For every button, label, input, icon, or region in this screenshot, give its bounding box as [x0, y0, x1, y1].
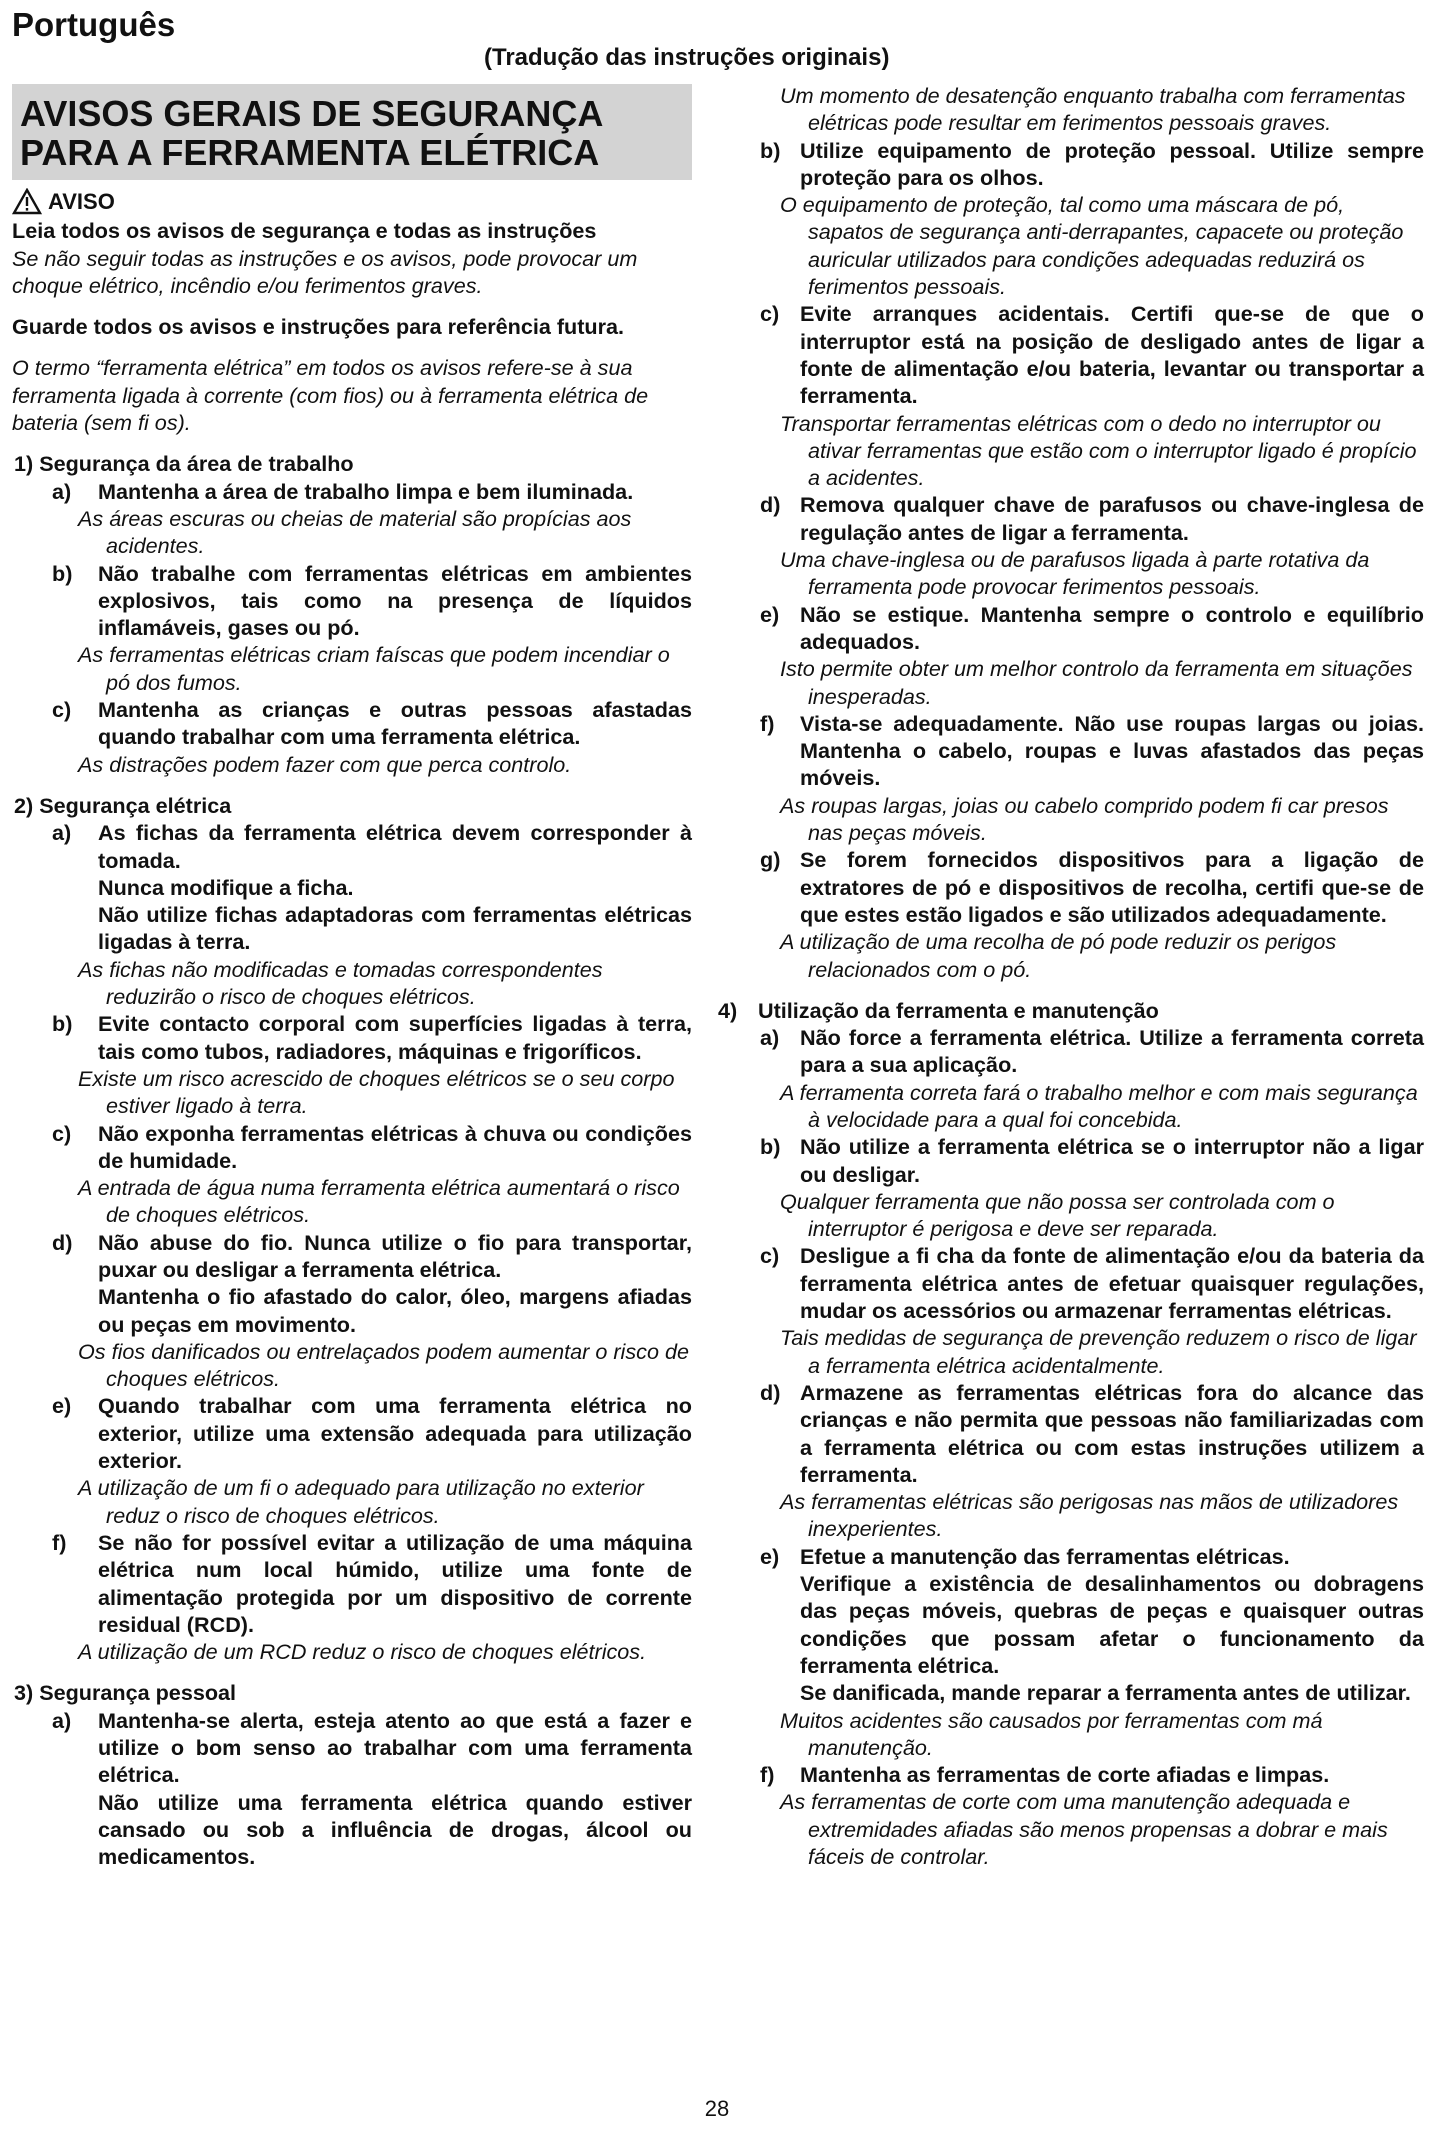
- s1-item-a: a) Mantenha a área de trabalho limpa e bem iluminada.: [52, 478, 634, 504]
- s1-note-c: As distrações podem fazer com que perca controlo.: [78, 751, 572, 777]
- s3-item-f: f) Vista-se adequadamente. Não use roupas largas ou joias. Mantenha o cabelo, roupas e luvas afastados das peças móveis.: [760, 710, 1424, 791]
- warning-label: AVISO: [48, 189, 115, 214]
- s3-item-a: a) Mantenha-se alerta, esteja atento ao que está a fazer e utilize o bom senso ao trabalhar com uma ferramenta elétrica.: [52, 1707, 692, 1788]
- s3-item-g: g) Se forem fornecidos dispositivos para a ligação de extratores de pó e dispositivos de recolha, certifi que-se de que estes estão ligados e são utilizados adequadamente.: [760, 847, 1424, 927]
- s3-item-b: b) Utilize equipamento de proteção pessoal. Utilize sempre proteção para os olhos.: [760, 137, 1424, 190]
- s3-item-d: d) Remova qualquer chave de parafusos ou chave-inglesa de regulação antes de ligar a ferramenta.: [760, 492, 1424, 545]
- intro-keep: Guarde todos os avisos e instruções para referência futura.: [12, 314, 625, 340]
- s4-item-b: b) Não utilize a ferramenta elétrica se o interruptor não a ligar ou desligar.: [760, 1134, 1424, 1187]
- s3-item-e: e) Não se estique. Mantenha sempre o controlo e equilíbrio adequados.: [760, 601, 1424, 654]
- s2-item-e: e) Quando trabalhar com uma ferramenta elétrica no exterior, utilize uma extensão adequada para utilização exterior.: [52, 1393, 692, 1474]
- s4-sub-e2: Se danificada, mande reparar a ferramenta antes de utilizar.: [800, 1680, 1411, 1706]
- s3-sub-a1: Não utilize uma ferramenta elétrica quando estiver cansado ou sob a influência de drogas, álcool ou medicamentos.: [98, 1789, 692, 1870]
- s4-sub-e1: Verifique a existência de desalinhamentos ou dobragens das peças móveis, quebras de peças e quaisquer outras condições que possam afetar o funcionamento da ferramenta elétrica.: [800, 1571, 1424, 1678]
- intro-bold: Leia todos os avisos de segurança e todas as instruções: [12, 218, 597, 244]
- s4-note-f: As ferramentas de corte com uma manutenção adequada e extremidades afiadas são menos propensas a dobrar e mais fáceis de controlar.: [780, 1789, 1388, 1869]
- intro-italic: Se não seguir todas as instruções e os avisos, pode provocar um choque elétrico, incêndio e/ou ferimentos graves.: [12, 245, 638, 298]
- s3-note-b: O equipamento de proteção, tal como uma máscara de pó, sapatos de segurança anti-derrapantes, capacete ou proteção auricular utilizados para condições adequadas reduzirá os ferimentos pessoais.: [780, 192, 1404, 300]
- s4-note-c: Tais medidas de segurança de prevenção reduzem o risco de ligar a ferramenta elétrica acidentalmente.: [780, 1325, 1417, 1378]
- banner-line-2: PARA A FERRAMENTA ELÉTRICA: [20, 132, 600, 173]
- s2-note-e: A utilização de um fi o adequado para utilização no exterior reduz o risco de choques elétricos.: [78, 1475, 644, 1528]
- section-2-title: 2) Segurança elétrica: [14, 792, 232, 818]
- s3-note-e: Isto permite obter um melhor controlo da ferramenta em situações inesperadas.: [780, 656, 1413, 709]
- s1-item-c: c) Mantenha as crianças e outras pessoas afastadas quando trabalhar com uma ferramenta elétrica.: [52, 697, 692, 750]
- s3-note-g: A utilização de uma recolha de pó pode reduzir os perigos relacionados com o pó.: [780, 929, 1337, 982]
- s3-note-f: As roupas largas, joias ou cabelo comprido podem fi car presos nas peças móveis.: [780, 792, 1389, 846]
- page-language: Português: [12, 6, 176, 43]
- s3-note-c: Transportar ferramentas elétricas com o dedo no interruptor ou ativar ferramentas que estão com o interruptor ligado é propício a acidentes.: [780, 410, 1417, 491]
- warning-triangle-icon: [12, 188, 42, 215]
- s3-item-c: c) Evite arranques acidentais. Certifi que-se de que o interruptor está na posição de desligado antes de ligar a fonte de alimentação e/ou bateria, levantar ou transportar a ferramenta.: [760, 301, 1424, 409]
- s1-note-b: As ferramentas elétricas criam faíscas que podem incendiar o pó dos fumos.: [78, 642, 670, 695]
- s2-sub-a1: Nunca modifique a ficha.: [98, 874, 354, 900]
- s3-note-a: Um momento de desatenção enquanto trabalha com ferramentas elétricas pode resultar em ferimentos pessoais graves.: [780, 83, 1406, 136]
- right-column: [718, 82, 1424, 1870]
- s1-item-b: b) Não trabalhe com ferramentas elétricas em ambientes explosivos, tais como na presença de líquidos inflamáveis, gases ou pó.: [52, 560, 692, 641]
- s2-item-c: c) Não exponha ferramentas elétricas à chuva ou condições de humidade.: [52, 1120, 692, 1173]
- s2-sub-a2: Não utilize fichas adaptadoras com ferramentas elétricas ligadas à terra.: [98, 902, 692, 955]
- s2-item-a: a) As fichas da ferramenta elétrica devem corresponder à tomada.: [52, 820, 692, 873]
- s1-note-a: As áreas escuras ou cheias de material são propícias aos acidentes.: [78, 505, 632, 559]
- s2-note-f: A utilização de um RCD reduz o risco de choques elétricos.: [78, 1639, 647, 1665]
- s4-item-e: e) Efetue a manutenção das ferramentas elétricas.: [760, 1543, 1290, 1569]
- section-4-title: 4) Utilização da ferramenta e manutenção: [718, 997, 1159, 1023]
- s4-note-e: Muitos acidentes são causados por ferramentas com má manutenção.: [780, 1707, 1323, 1760]
- section-3-title: 3) Segurança pessoal: [14, 1680, 237, 1706]
- left-column: [12, 84, 692, 1871]
- s4-item-c: c) Desligue a fi cha da fonte de alimentação e/ou da bateria da ferramenta elétrica antes de efetuar quaisquer regulações, mudar os acessórios ou armazenar ferramentas elétricas.: [760, 1243, 1424, 1324]
- s2-note-d: Os fios danificados ou entrelaçados podem aumentar o risco de choques elétricos.: [78, 1338, 689, 1392]
- intro-term: O termo “ferramenta elétrica” em todos os avisos refere-se à sua ferramenta ligada à corrente (com fios) ou à ferramenta elétrica de bateria (sem fi os).: [12, 355, 649, 436]
- page-subtitle: (Tradução das instruções originais): [484, 44, 890, 71]
- page-number: 28: [704, 2096, 730, 2121]
- s4-note-b: Qualquer ferramenta que não possa ser controlada com o interruptor é perigosa e deve ser reparada.: [780, 1188, 1335, 1242]
- s4-item-f: f) Mantenha as ferramentas de corte afiadas e limpas.: [760, 1762, 1330, 1788]
- s4-note-a: A ferramenta correta fará o trabalho melhor e com mais segurança à velocidade para a qual foi concebida.: [780, 1079, 1418, 1132]
- s4-note-d: As ferramentas elétricas são perigosas nas mãos de utilizadores inexperientes.: [780, 1489, 1399, 1542]
- s4-item-d: d) Armazene as ferramentas elétricas fora do alcance das crianças e não permita que pessoas não familiarizadas com a ferramenta elétrica ou com estas instruções utilizem a ferramenta.: [760, 1379, 1424, 1487]
- warning-heading: [12, 188, 692, 215]
- s2-note-b: Existe um risco acrescido de choques elétricos se o seu corpo estiver ligado à terra.: [78, 1065, 675, 1119]
- title-banner: [12, 84, 692, 180]
- s2-item-d: d) Não abuse do fio. Nunca utilize o fio para transportar, puxar ou desligar a ferramenta elétrica.: [52, 1229, 692, 1282]
- section-1-title: 1) Segurança da área de trabalho: [14, 451, 354, 477]
- s3-note-d: Uma chave-inglesa ou de parafusos ligada à parte rotativa da ferramenta pode provocar ferimentos pessoais.: [780, 547, 1370, 600]
- s4-item-a: a) Não force a ferramenta elétrica. Utilize a ferramenta correta para a sua aplicação.: [760, 1025, 1424, 1078]
- s2-note-c: A entrada de água numa ferramenta elétrica aumentará o risco de choques elétricos.: [78, 1175, 680, 1228]
- s2-item-f: f) Se não for possível evitar a utilização de uma máquina elétrica num local húmido, utilize uma fonte de alimentação protegida por um dispositivo de corrente residual (RCD).: [52, 1529, 692, 1637]
- s2-item-b: b) Evite contacto corporal com superfícies ligadas à terra, tais como tubos, radiadores, máquinas e frigoríficos.: [52, 1011, 692, 1064]
- banner-line-1: AVISOS GERAIS DE SEGURANÇA: [20, 93, 604, 134]
- s2-sub-d1: Mantenha o fio afastado do calor, óleo, margens afiadas ou peças em movimento.: [98, 1284, 692, 1337]
- s2-note-a: As fichas não modificadas e tomadas correspondentes reduzirão o risco de choques elétricos.: [78, 956, 603, 1010]
